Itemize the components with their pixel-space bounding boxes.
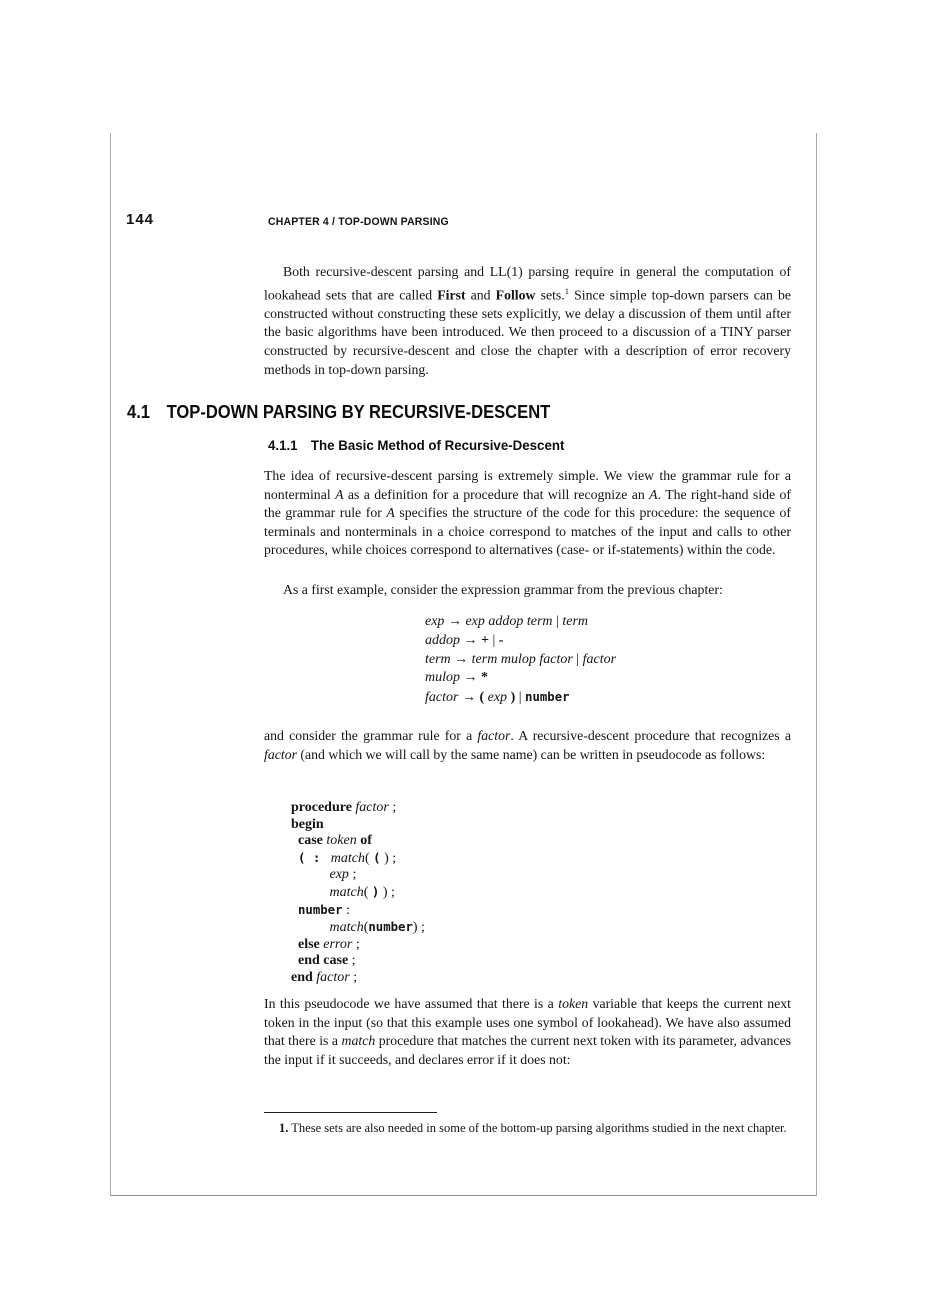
text-run: ( [479, 690, 488, 706]
text-run: → [450, 651, 472, 667]
pseudocode-line [291, 919, 425, 937]
pseudocode-line [291, 902, 425, 920]
pseudocode-block [291, 800, 425, 987]
text-run: token [558, 996, 589, 1011]
text-run: case [298, 833, 323, 849]
text-run: number [525, 690, 570, 705]
text-run [291, 953, 298, 968]
factor-paragraph [264, 727, 791, 764]
text-run: exp [425, 614, 445, 629]
text-run: match [329, 884, 364, 900]
text-run [291, 833, 298, 848]
text-run: → [460, 632, 481, 648]
text-run: - [498, 632, 504, 648]
text-run: mulop [425, 670, 460, 686]
subsection-number: 4.1.1 [268, 437, 298, 453]
text-run: As a first example, consider the expression grammar from the previous chapter: [283, 582, 723, 597]
grammar-line [425, 613, 616, 632]
text-run [320, 851, 331, 866]
section-title: TOP-DOWN PARSING BY RECURSIVE-DESCENT [166, 402, 551, 422]
text-run: ) [371, 884, 380, 899]
text-run: number [368, 920, 413, 935]
section-heading [127, 402, 550, 423]
text-run: and [465, 287, 496, 303]
text-run: Follow [495, 287, 536, 303]
text-run: exp [329, 867, 349, 883]
text-run: end case [298, 953, 349, 969]
footnote-divider [264, 1112, 437, 1113]
text-run: * [481, 670, 488, 686]
text-run: and consider the grammar rule for a [264, 728, 478, 743]
text-run: number [298, 902, 343, 917]
text-run [291, 885, 330, 900]
text-run: ; [352, 936, 360, 952]
text-run: factor [264, 746, 297, 762]
text-run: . A recursive-descent procedure that recognizes a [510, 728, 791, 743]
body-paragraph [264, 467, 791, 560]
pseudocode-line [291, 937, 425, 954]
text-run: else [298, 936, 320, 952]
intro-paragraph [264, 263, 791, 379]
text-run: error [323, 936, 353, 952]
pseudocode-line [291, 970, 425, 987]
text-run: ) [507, 690, 516, 706]
text-run: exp addop term [465, 614, 553, 629]
subsection-title: The Basic Method of Recursive-Descent [310, 437, 565, 453]
text-run: specifies the structure of the code for this procedure: the sequence of terminals and nonterminals in a choice correspond to matches of the input and calls to other procedures, while choices correspond to alternatives (case- or if-statements) within the code. [264, 505, 791, 558]
text-run: term [562, 614, 589, 629]
text-run: ( [363, 920, 369, 936]
text-run: Since simple top-down parsers can be constructed without constructing these sets explicitly, we delay a discussion of them until after the basic algorithms have been introduced. We then proceed to a discussion of a TINY parser constructed by recursive-descent and close the chapter with a description of error recovery methods in top-down parsing. [264, 287, 791, 377]
text-run: → [444, 614, 466, 629]
text-run: term [425, 651, 451, 667]
pseudocode-line [291, 884, 425, 902]
text-run: Both recursive-descent parsing and LL(1) parsing require in general the computation of lookahead sets that are called [264, 264, 791, 303]
text-run: procedure that matches the current next token with its parameter, advances the input if it succeeds, and declares error if it does not: [264, 1033, 791, 1067]
text-run: | [488, 632, 499, 648]
text-run: procedure [291, 800, 352, 815]
text-run: match [329, 920, 364, 936]
text-run: First [437, 287, 466, 303]
text-run: match [341, 1033, 376, 1049]
text-run: factor [316, 969, 350, 985]
text-run: begin [291, 816, 324, 832]
text-run: ( : [298, 850, 321, 865]
running-header: CHAPTER 4 / TOP-DOWN PARSING [268, 216, 449, 228]
text-run: ) ; [380, 850, 397, 866]
text-run: These sets are also needed in some of the bottom-up parsing algorithms studied in the next chapter. [288, 1121, 787, 1135]
pseudocode-line [291, 867, 425, 884]
text-run [291, 851, 298, 866]
text-run: (and which we will call by the same name) can be written in pseudocode as follows: [296, 746, 766, 762]
text-run: factor [355, 800, 389, 815]
grammar-line [425, 651, 616, 670]
text-run: | [572, 651, 583, 667]
text-run: addop [425, 632, 460, 648]
text-run: The idea of recursive-descent parsing is extremely simple. We view the grammar rule for a nonterminal [264, 468, 791, 502]
page-number: 144 [126, 211, 155, 228]
text-run: match [330, 850, 365, 866]
grammar-line [425, 688, 616, 708]
text-run: In this pseudocode we have assumed that there is a [264, 996, 559, 1011]
text-run [291, 867, 330, 882]
text-run: factor [425, 690, 459, 706]
text-run: 1. [279, 1121, 289, 1135]
text-run: ; [348, 953, 356, 969]
text-run: | [515, 690, 526, 706]
text-run: exp [487, 690, 508, 706]
text-run: ) ; [412, 920, 425, 936]
text-run: A [649, 486, 658, 502]
text-run: term mulop factor [471, 651, 573, 667]
grammar-line [425, 632, 616, 651]
closing-paragraph [264, 995, 791, 1069]
grammar-block [425, 613, 616, 708]
text-run: token [326, 833, 357, 849]
text-run: 1 [564, 285, 569, 296]
text-run: factor [477, 728, 511, 743]
text-run: ; [388, 800, 397, 815]
text-run: → [460, 670, 481, 686]
pseudocode-line [291, 850, 425, 868]
text-run [291, 920, 330, 935]
text-run: variable that keeps the current next token in the input (so that this example uses one symbol of lookahead). We have also assumed that there is a [264, 996, 791, 1049]
footnote [264, 1120, 791, 1137]
text-run: of [360, 833, 372, 849]
text-run [291, 903, 298, 918]
text-run: → [458, 690, 480, 706]
text-run: A [335, 486, 344, 502]
pseudocode-line [291, 817, 425, 834]
text-run: ( [363, 884, 372, 900]
text-run: factor [582, 651, 617, 667]
text-run: ; [348, 867, 357, 883]
text-run: | [552, 614, 563, 629]
pseudocode-line [291, 953, 425, 970]
text-run: ( [373, 850, 381, 865]
section-number: 4.1 [127, 402, 151, 422]
text-run: . The right-hand side of the grammar rule for [264, 486, 791, 521]
text-run: ; [349, 969, 358, 985]
example-intro-paragraph [264, 581, 791, 600]
text-run: end [291, 969, 313, 985]
text-run [291, 937, 298, 952]
pseudocode-line [291, 800, 425, 817]
text-run: A [386, 505, 395, 521]
text-run: as a definition for a procedure that will recognize an [343, 486, 650, 502]
text-run: : [342, 902, 350, 918]
text-run: ) ; [379, 884, 395, 900]
subsection-heading [268, 437, 564, 453]
text-run: sets. [535, 287, 565, 303]
pseudocode-line [291, 833, 425, 850]
grammar-line [425, 669, 616, 688]
text-run: ( [364, 850, 374, 866]
text-run: + [481, 632, 489, 648]
